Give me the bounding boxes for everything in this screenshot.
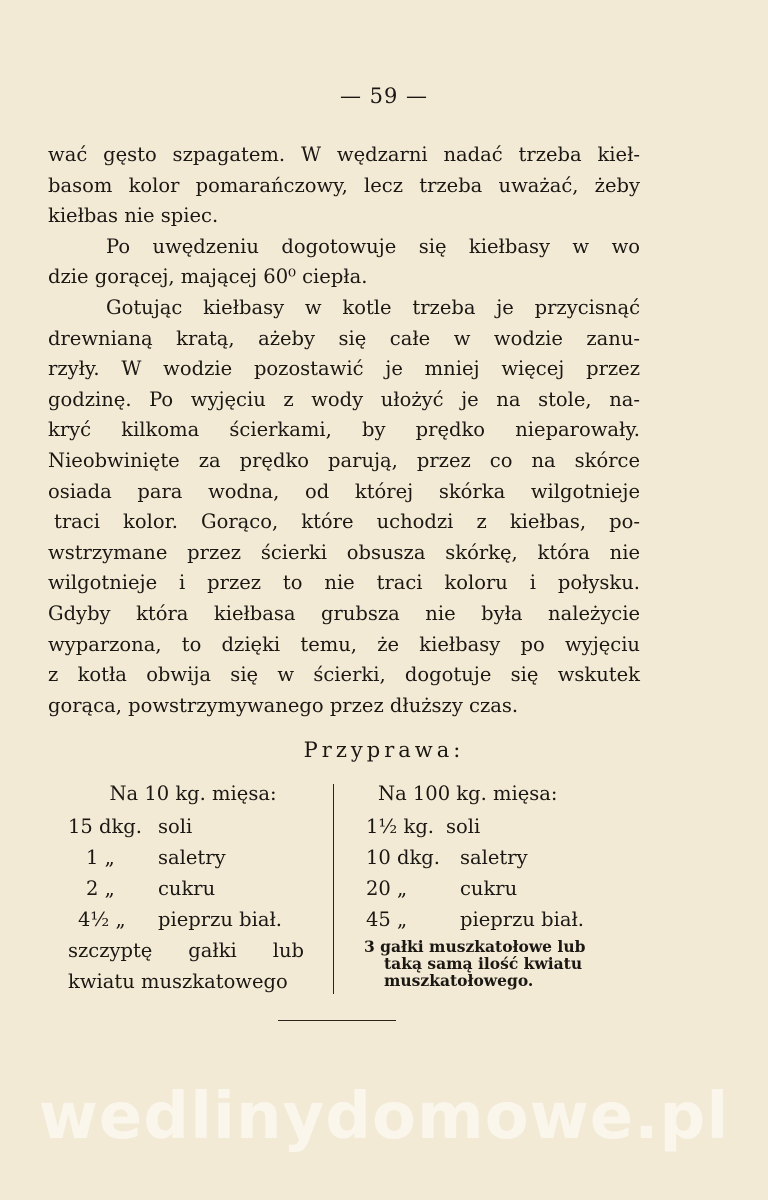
text-line: drewnianą kratą, ażeby się całe w wodzie zanu- xyxy=(48,326,640,350)
text-line: wilgotnieje i przez to nie traci koloru i połysku. xyxy=(48,571,640,595)
ingredient-name: soli xyxy=(446,815,481,838)
body-paragraphs xyxy=(48,140,640,721)
ingredient-row xyxy=(68,873,318,904)
ingredient-row xyxy=(68,842,318,873)
text-line: osiada para wodna, od której skórka wilgotnieje xyxy=(48,479,640,503)
watermark: wedlinydomowe.pl xyxy=(38,1080,730,1154)
text-line: Nieobwinięte za prędko parują, przez co na skórce xyxy=(48,448,640,472)
text-line: Po uwędzeniu dogotowuje się kiełbasy w wo xyxy=(106,234,640,258)
ingredient-quantity: 15 dkg. xyxy=(68,815,142,838)
text-line: kiełbas nie spiec. xyxy=(48,204,219,228)
text-line: dzie gorącej, mającej 60⁰ ciepła. xyxy=(48,265,368,289)
ingredient-name: pieprzu biał. xyxy=(460,908,584,931)
page-number: — 59 — xyxy=(339,84,429,108)
text-line: wać gęsto szpagatem. W wędzarni nadać trzeba kieł- xyxy=(48,143,640,166)
column-header: Na 100 kg. mięsa: xyxy=(378,782,558,805)
note-line: muszkatołowego. xyxy=(384,971,534,990)
text-line: basom kolor pomarańczowy, lecz trzeba uważać, żeby xyxy=(48,173,640,197)
ingredient-name: pieprzu biał. xyxy=(158,908,282,931)
text-line: Gotując kiełbasy w kotle trzeba je przycisnąć xyxy=(106,295,640,319)
text-line: wyparzona, to dzięki temu, że kiełbasy po wyjęciu xyxy=(48,632,640,656)
ingredient-quantity: 1 „ xyxy=(86,846,115,869)
text-line: gorąca, powstrzymywanego przez dłuższy czas. xyxy=(48,693,519,717)
column-divider xyxy=(333,784,334,994)
ingredient-note: kwiatu muszkatowego xyxy=(68,970,288,993)
ingredient-row xyxy=(352,873,612,904)
ingredient-note xyxy=(352,938,612,989)
ingredient-row xyxy=(352,811,612,842)
ingredient-name: saletry xyxy=(158,846,226,869)
ingredient-name: cukru xyxy=(460,877,518,900)
ingredient-name: cukru xyxy=(158,877,216,900)
text-line: wstrzymane przez ścierki obsusza skórkę, która nie xyxy=(48,540,640,564)
ingredient-quantity: 20 „ xyxy=(366,877,408,900)
ingredient-quantity: 1½ kg. xyxy=(366,815,435,838)
text-line: rzyły. W wodzie pozostawić je mniej więcej przez xyxy=(48,357,640,381)
ingredient-note: szczyptę gałki lub xyxy=(68,939,304,962)
ingredient-quantity: 45 „ xyxy=(366,908,408,931)
ingredient-quantity: 4½ „ xyxy=(78,908,126,931)
text-line: kryć kilkoma ścierkami, by prędko nieparowały. xyxy=(48,418,640,442)
text-line: godzinę. Po wyjęciu z wody ułożyć je na stole, na- xyxy=(48,387,640,411)
note-line: 3 gałki muszkatołowe lub xyxy=(364,937,586,956)
recipe-column-100kg xyxy=(352,778,612,989)
ingredient-name: soli xyxy=(158,815,193,838)
note-line: taką samą ilość kwiatu xyxy=(384,954,583,973)
ingredient-row xyxy=(68,904,318,935)
text-line: z kotła obwija się w ścierki, dogotuje się wskutek xyxy=(48,663,640,687)
recipe-column-10kg xyxy=(68,778,318,997)
column-header: Na 10 kg. mięsa: xyxy=(109,782,277,805)
text-line: Gdyby która kiełbasa grubsza nie była należycie xyxy=(48,601,640,625)
ingredient-quantity: 10 dkg. xyxy=(366,846,440,869)
ingredient-row xyxy=(352,842,612,873)
ingredient-quantity: 2 „ xyxy=(86,877,115,900)
recipe-heading: Przyprawa: xyxy=(303,738,465,762)
text-line: traci kolor. Gorąco, które uchodzi z kiełbas, po- xyxy=(54,510,640,534)
ingredient-row xyxy=(352,904,612,935)
bottom-rule xyxy=(278,1020,396,1021)
ingredient-row xyxy=(68,811,318,842)
ingredient-name: saletry xyxy=(460,846,528,869)
